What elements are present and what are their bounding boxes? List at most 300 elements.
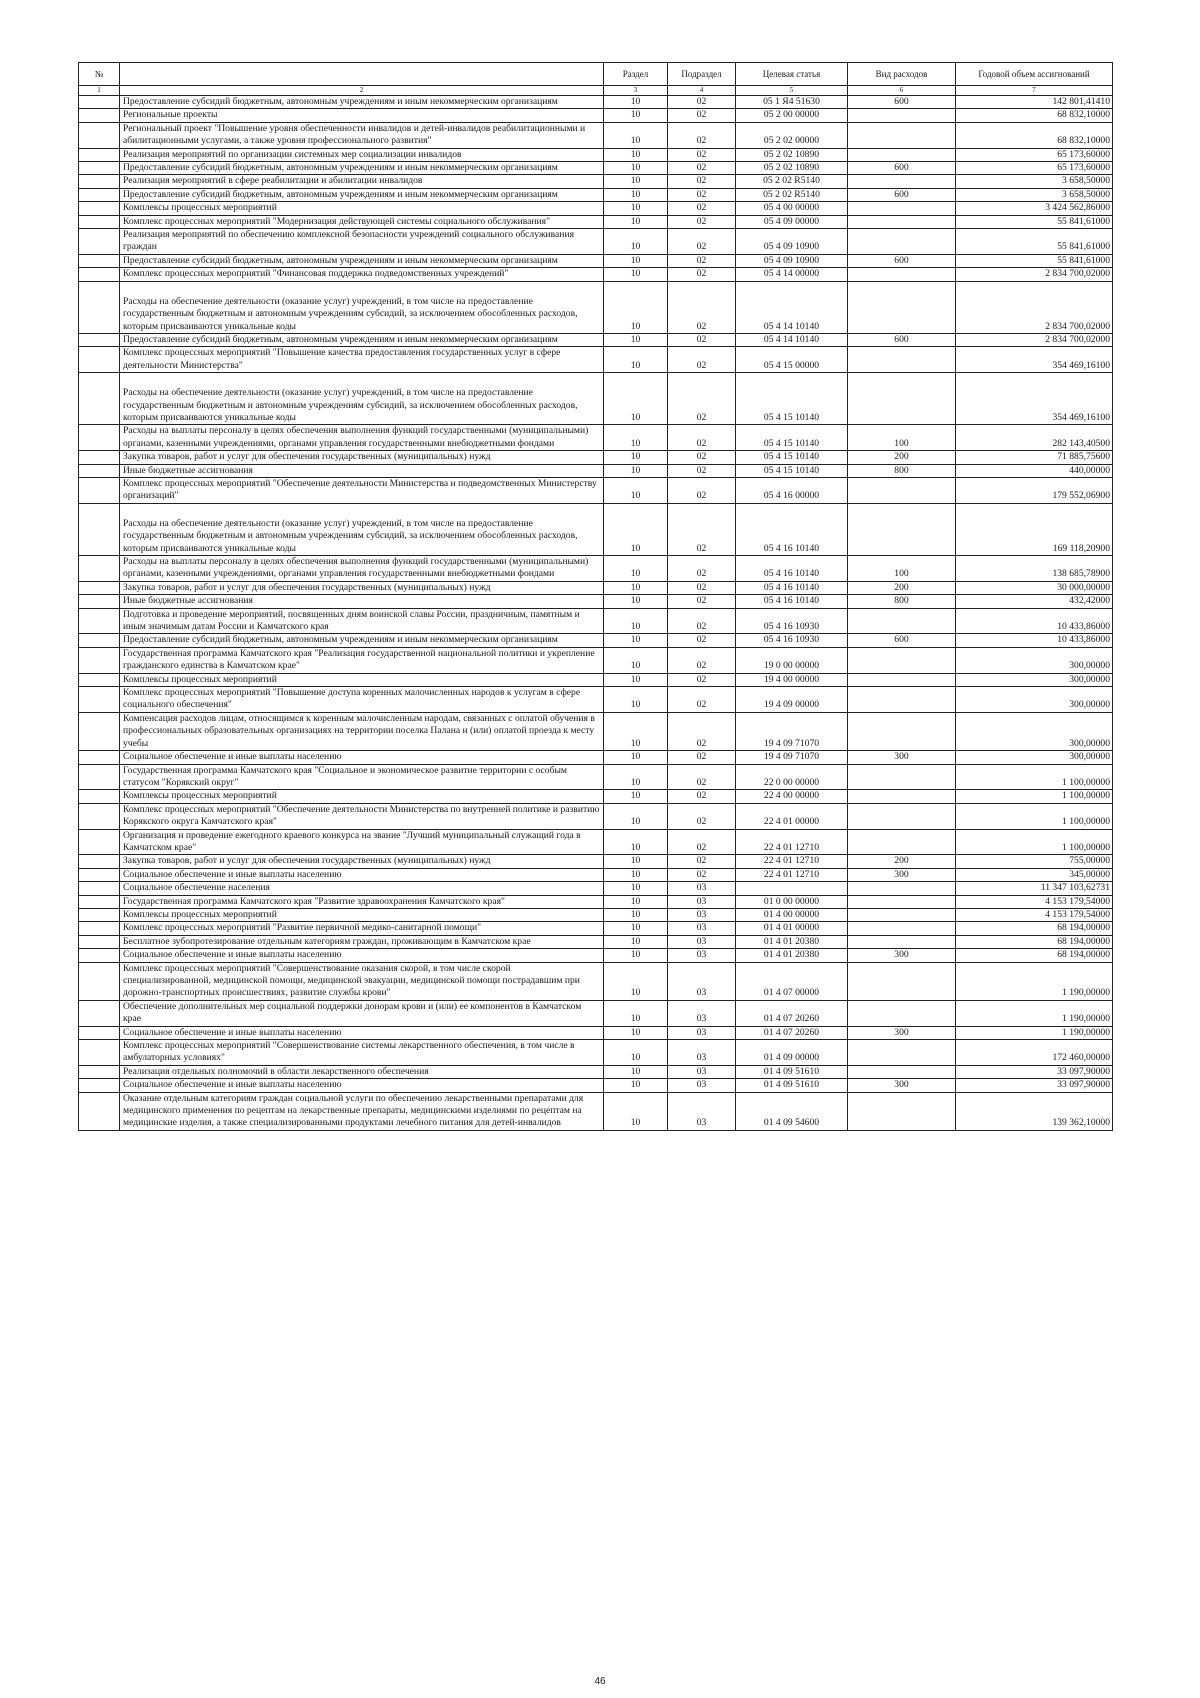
row-num-cell [79, 608, 120, 634]
row-subsection-cell: 03 [668, 1065, 736, 1078]
row-section-cell: 10 [604, 148, 668, 161]
row-subsection-cell: 03 [668, 1079, 736, 1092]
row-section-cell: 10 [604, 882, 668, 895]
row-target-cell: 22 4 01 12710 [736, 868, 848, 881]
table-row [79, 712, 1113, 750]
row-name-cell: Социальное обеспечение и иные выплаты населению [120, 1079, 604, 1092]
table-row [79, 803, 1113, 829]
row-subsection-cell: 03 [668, 949, 736, 962]
row-target-cell: 22 4 01 00000 [736, 803, 848, 829]
table-row [79, 281, 1113, 333]
row-section-cell: 10 [604, 949, 668, 962]
row-section-cell: 10 [604, 687, 668, 713]
row-exp-type-cell: 200 [848, 451, 956, 464]
row-amount-cell: 1 190,00000 [956, 962, 1113, 1000]
table-row [79, 268, 1113, 281]
row-num-cell [79, 751, 120, 764]
row-exp-type-cell [848, 687, 956, 713]
row-subsection-cell: 02 [668, 122, 736, 148]
row-name-cell: Комплекс процессных мероприятий "Совершенствование оказания скорой, в том числе скорой специализированной, медицинской помощи, медицинской эвакуации, медицинской помощи пострадавшим при дорожно-транспортных происшествиях, развитие службы крови" [120, 962, 604, 1000]
row-exp-type-cell [848, 712, 956, 750]
header-num: № [79, 63, 120, 86]
row-name-cell: Комплексы процессных мероприятий [120, 673, 604, 686]
row-section-cell: 10 [604, 503, 668, 555]
row-target-cell: 05 4 14 10140 [736, 333, 848, 346]
row-section-cell: 10 [604, 451, 668, 464]
row-target-cell: 05 2 02 R5140 [736, 175, 848, 188]
row-amount-cell: 179 552,06900 [956, 477, 1113, 503]
row-amount-cell: 142 801,41410 [956, 96, 1113, 109]
row-name-cell: Предоставление субсидий бюджетным, автономным учреждениям и иным некоммерческим организациям [120, 634, 604, 647]
row-num-cell [79, 229, 120, 255]
row-num-cell [79, 803, 120, 829]
row-exp-type-cell: 600 [848, 254, 956, 267]
row-amount-cell: 300,00000 [956, 687, 1113, 713]
row-amount-cell: 65 173,60000 [956, 162, 1113, 175]
row-target-cell: 01 4 07 00000 [736, 962, 848, 1000]
row-exp-type-cell [848, 477, 956, 503]
row-section-cell: 10 [604, 962, 668, 1000]
budget-table-sheet [78, 62, 1112, 1131]
row-name-cell: Комплекс процессных мероприятий "Финансовая поддержка подведомственных учреждений" [120, 268, 604, 281]
row-name-cell: Реализация мероприятий по организации системных мер социализации инвалидов [120, 148, 604, 161]
row-name-cell: Комплексы процессных мероприятий [120, 790, 604, 803]
row-target-cell: 05 4 15 10140 [736, 464, 848, 477]
row-target-cell: 05 4 16 10140 [736, 556, 848, 582]
row-section-cell: 10 [604, 122, 668, 148]
table-row [79, 333, 1113, 346]
row-num-cell [79, 215, 120, 228]
row-name-cell: Расходы на обеспечение деятельности (оказание услуг) учреждений, в том числе на предоставление государственным бюджетным и автономным учреждениям субсидий, за исключением обособленных расходов, которым присваиваются уникальные коды [120, 503, 604, 555]
row-subsection-cell: 02 [668, 503, 736, 555]
row-subsection-cell: 02 [668, 790, 736, 803]
row-subsection-cell: 02 [668, 464, 736, 477]
row-exp-type-cell [848, 202, 956, 215]
table-row [79, 464, 1113, 477]
table-row [79, 647, 1113, 673]
row-num-cell [79, 109, 120, 122]
row-name-cell: Предоставление субсидий бюджетным, автономным учреждениям и иным некоммерческим организациям [120, 96, 604, 109]
table-row [79, 229, 1113, 255]
table-row [79, 373, 1113, 425]
row-subsection-cell: 02 [668, 608, 736, 634]
row-exp-type-cell [848, 922, 956, 935]
row-target-cell: 05 2 02 R5140 [736, 188, 848, 201]
row-name-cell: Расходы на обеспечение деятельности (оказание услуг) учреждений, в том числе на предоставление государственным бюджетным и автономным учреждениям субсидий, за исключением обособленных расходов, которым присваиваются уникальные коды [120, 373, 604, 425]
row-exp-type-cell [848, 347, 956, 373]
row-section-cell: 10 [604, 908, 668, 921]
row-amount-cell: 4 153 179,54000 [956, 908, 1113, 921]
row-amount-cell: 300,00000 [956, 673, 1113, 686]
colnum-5: 5 [736, 86, 848, 96]
row-amount-cell: 30 000,00000 [956, 581, 1113, 594]
row-target-cell: 19 4 09 00000 [736, 687, 848, 713]
row-amount-cell: 55 841,61000 [956, 215, 1113, 228]
row-amount-cell: 10 433,86000 [956, 608, 1113, 634]
row-section-cell: 10 [604, 96, 668, 109]
row-num-cell [79, 281, 120, 333]
row-num-cell [79, 829, 120, 855]
row-num-cell [79, 1079, 120, 1092]
row-section-cell: 10 [604, 751, 668, 764]
row-num-cell [79, 1000, 120, 1026]
row-num-cell [79, 581, 120, 594]
row-name-cell: Подготовка и проведение мероприятий, посвященных дням воинской славы России, праздничным, памятным и иным значимым датам России и Камчатского края [120, 608, 604, 634]
row-subsection-cell: 02 [668, 687, 736, 713]
row-name-cell: Иные бюджетные ассигнования [120, 595, 604, 608]
colnum-7: 7 [956, 86, 1113, 96]
colnum-3: 3 [604, 86, 668, 96]
table-row [79, 895, 1113, 908]
row-exp-type-cell [848, 764, 956, 790]
row-num-cell [79, 188, 120, 201]
row-exp-type-cell [848, 373, 956, 425]
row-section-cell: 10 [604, 1092, 668, 1130]
row-name-cell: Комплекс процессных мероприятий "Модернизация действующей системы социального обслуживания" [120, 215, 604, 228]
row-section-cell: 10 [604, 162, 668, 175]
row-target-cell: 01 4 00 00000 [736, 908, 848, 921]
row-num-cell [79, 373, 120, 425]
row-subsection-cell: 03 [668, 908, 736, 921]
row-target-cell: 01 4 01 20380 [736, 935, 848, 948]
row-target-cell: 19 4 09 71070 [736, 751, 848, 764]
row-subsection-cell: 02 [668, 162, 736, 175]
row-amount-cell: 2 834 700,02000 [956, 281, 1113, 333]
row-section-cell: 10 [604, 634, 668, 647]
row-amount-cell: 354 469,16100 [956, 373, 1113, 425]
row-target-cell: 05 2 00 00000 [736, 109, 848, 122]
row-target-cell: 05 1 Я4 51630 [736, 96, 848, 109]
row-target-cell: 05 4 00 00000 [736, 202, 848, 215]
table-row [79, 634, 1113, 647]
table-row [79, 908, 1113, 921]
row-section-cell: 10 [604, 1065, 668, 1078]
row-target-cell: 19 0 00 00000 [736, 647, 848, 673]
row-name-cell: Расходы на выплаты персоналу в целях обеспечения выполнения функций государственными (муниципальными) органами, казенными учреждениями, органами управления государственными внебюджетными фондами [120, 556, 604, 582]
header-target: Целевая статья [736, 63, 848, 86]
row-subsection-cell: 02 [668, 109, 736, 122]
row-subsection-cell: 03 [668, 922, 736, 935]
row-amount-cell: 354 469,16100 [956, 347, 1113, 373]
row-name-cell: Комплекс процессных мероприятий "Развитие первичной медико-санитарной помощи" [120, 922, 604, 935]
row-name-cell: Комплекс процессных мероприятий "Обеспечение деятельности Министерства и подведомственных Министерству организаций" [120, 477, 604, 503]
table-row [79, 1065, 1113, 1078]
row-section-cell: 10 [604, 268, 668, 281]
row-subsection-cell: 02 [668, 868, 736, 881]
table-row [79, 687, 1113, 713]
row-exp-type-cell: 300 [848, 949, 956, 962]
row-amount-cell: 71 885,75600 [956, 451, 1113, 464]
row-target-cell: 22 4 00 00000 [736, 790, 848, 803]
row-subsection-cell: 03 [668, 882, 736, 895]
row-amount-cell: 68 194,00000 [956, 935, 1113, 948]
row-exp-type-cell [848, 908, 956, 921]
row-subsection-cell: 02 [668, 829, 736, 855]
row-name-cell: Региональные проекты [120, 109, 604, 122]
header-exp-type: Вид расходов [848, 63, 956, 86]
table-row [79, 882, 1113, 895]
row-section-cell: 10 [604, 868, 668, 881]
row-subsection-cell: 03 [668, 895, 736, 908]
row-name-cell: Государственная программа Камчатского края "Развитие здравоохранения Камчатского края" [120, 895, 604, 908]
row-target-cell: 01 4 09 54600 [736, 1092, 848, 1130]
row-section-cell: 10 [604, 333, 668, 346]
row-amount-cell: 172 460,00000 [956, 1040, 1113, 1066]
row-num-cell [79, 1092, 120, 1130]
row-amount-cell: 33 097,90000 [956, 1079, 1113, 1092]
row-exp-type-cell [848, 803, 956, 829]
row-subsection-cell: 03 [668, 1026, 736, 1039]
row-name-cell: Государственная программа Камчатского края "Социальное и экономическое развитие территории с особым статусом "Корякский округ" [120, 764, 604, 790]
row-name-cell: Социальное обеспечение и иные выплаты населению [120, 949, 604, 962]
table-row [79, 935, 1113, 948]
row-subsection-cell: 02 [668, 202, 736, 215]
row-amount-cell: 139 362,10000 [956, 1092, 1113, 1130]
row-target-cell: 05 4 16 10930 [736, 608, 848, 634]
row-name-cell: Закупка товаров, работ и услуг для обеспечения государственных (муниципальных) нужд [120, 451, 604, 464]
row-target-cell: 05 4 14 00000 [736, 268, 848, 281]
row-subsection-cell: 03 [668, 935, 736, 948]
row-target-cell: 19 4 09 71070 [736, 712, 848, 750]
row-exp-type-cell: 100 [848, 425, 956, 451]
colnum-4: 4 [668, 86, 736, 96]
row-amount-cell: 755,00000 [956, 855, 1113, 868]
row-num-cell [79, 464, 120, 477]
row-name-cell: Государственная программа Камчатского края "Реализация государственной национальной политики и укрепление гражданского единства в Камчатском крае" [120, 647, 604, 673]
table-row [79, 764, 1113, 790]
row-num-cell [79, 790, 120, 803]
row-subsection-cell: 03 [668, 962, 736, 1000]
row-num-cell [79, 895, 120, 908]
table-row [79, 122, 1113, 148]
row-target-cell: 05 4 15 10140 [736, 425, 848, 451]
row-target-cell: 01 4 01 00000 [736, 922, 848, 935]
row-section-cell: 10 [604, 922, 668, 935]
table-row [79, 1000, 1113, 1026]
row-subsection-cell: 03 [668, 1040, 736, 1066]
row-target-cell: 22 4 01 12710 [736, 855, 848, 868]
row-num-cell [79, 855, 120, 868]
row-exp-type-cell [848, 962, 956, 1000]
row-amount-cell: 300,00000 [956, 712, 1113, 750]
table-row [79, 855, 1113, 868]
row-section-cell: 10 [604, 202, 668, 215]
row-target-cell: 22 4 01 12710 [736, 829, 848, 855]
row-name-cell: Организация и проведение ежегодного краевого конкурса на звание "Лучший муниципальный служащий года в Камчатском крае" [120, 829, 604, 855]
row-subsection-cell: 02 [668, 581, 736, 594]
row-name-cell: Предоставление субсидий бюджетным, автономным учреждениям и иным некоммерческим организациям [120, 162, 604, 175]
row-exp-type-cell [848, 175, 956, 188]
row-amount-cell: 3 424 562,86000 [956, 202, 1113, 215]
row-subsection-cell: 02 [668, 595, 736, 608]
row-section-cell: 10 [604, 1040, 668, 1066]
row-exp-type-cell [848, 673, 956, 686]
row-target-cell: 05 4 16 10140 [736, 581, 848, 594]
row-name-cell: Реализация отдельных полномочий в области лекарственного обеспечения [120, 1065, 604, 1078]
row-num-cell [79, 347, 120, 373]
row-section-cell: 10 [604, 464, 668, 477]
row-target-cell: 01 4 07 20260 [736, 1000, 848, 1026]
row-amount-cell: 10 433,86000 [956, 634, 1113, 647]
row-exp-type-cell: 600 [848, 96, 956, 109]
row-amount-cell: 68 194,00000 [956, 949, 1113, 962]
row-exp-type-cell: 200 [848, 581, 956, 594]
row-num-cell [79, 922, 120, 935]
table-row [79, 595, 1113, 608]
row-amount-cell: 4 153 179,54000 [956, 895, 1113, 908]
row-subsection-cell: 02 [668, 634, 736, 647]
row-name-cell: Комплекс процессных мероприятий "Повышение качества предоставления государственных услуг в сфере деятельности Министерства" [120, 347, 604, 373]
row-name-cell: Обеспечение дополнительных мер социальной поддержки донорам крови и (или) ее компонентов в Камчатском крае [120, 1000, 604, 1026]
row-subsection-cell: 02 [668, 451, 736, 464]
table-row [79, 790, 1113, 803]
row-name-cell: Социальное обеспечение и иные выплаты населению [120, 1026, 604, 1039]
table-row [79, 922, 1113, 935]
row-amount-cell: 68 832,10000 [956, 122, 1113, 148]
row-section-cell: 10 [604, 803, 668, 829]
row-name-cell: Предоставление субсидий бюджетным, автономным учреждениям и иным некоммерческим организациям [120, 333, 604, 346]
row-exp-type-cell [848, 935, 956, 948]
row-target-cell: 01 4 07 20260 [736, 1026, 848, 1039]
table-row [79, 175, 1113, 188]
row-exp-type-cell: 100 [848, 556, 956, 582]
row-exp-type-cell [848, 281, 956, 333]
row-num-cell [79, 477, 120, 503]
table-row [79, 215, 1113, 228]
row-name-cell: Компенсация расходов лицам, относящимся к коренным малочисленным народам, связанных с оплатой обучения в профессиональных образовательных организациях на территории поселка Палана и (или) оплатой проезда к месту учебы [120, 712, 604, 750]
row-num-cell [79, 908, 120, 921]
row-exp-type-cell [848, 1065, 956, 1078]
colnum-6: 6 [848, 86, 956, 96]
row-section-cell: 10 [604, 175, 668, 188]
row-target-cell: 05 4 16 00000 [736, 477, 848, 503]
row-section-cell: 10 [604, 109, 668, 122]
table-row [79, 1040, 1113, 1066]
row-exp-type-cell [848, 1092, 956, 1130]
row-name-cell: Бесплатное зубопротезирование отдельным категориям граждан, проживающим в Камчатском крае [120, 935, 604, 948]
header-section: Раздел [604, 63, 668, 86]
row-target-cell: 05 4 09 10900 [736, 254, 848, 267]
row-subsection-cell: 02 [668, 425, 736, 451]
row-section-cell: 10 [604, 608, 668, 634]
table-row [79, 148, 1113, 161]
row-subsection-cell: 02 [668, 96, 736, 109]
row-name-cell: Комплекс процессных мероприятий "Обеспечение деятельности Министерства по внутренней политике и развитию Корякского округа Камчатского края" [120, 803, 604, 829]
row-subsection-cell: 02 [668, 254, 736, 267]
row-amount-cell: 3 658,50000 [956, 175, 1113, 188]
table-row [79, 1092, 1113, 1130]
row-amount-cell: 1 190,00000 [956, 1026, 1113, 1039]
row-subsection-cell: 02 [668, 855, 736, 868]
row-name-cell: Реализация мероприятий по обеспечению комплексной безопасности учреждений социального обслуживания граждан [120, 229, 604, 255]
row-amount-cell: 33 097,90000 [956, 1065, 1113, 1078]
row-num-cell [79, 634, 120, 647]
row-target-cell: 05 4 16 10930 [736, 634, 848, 647]
table-row [79, 949, 1113, 962]
row-name-cell: Региональный проект "Повышение уровня обеспеченности инвалидов и детей-инвалидов реабилитационными и абилитационными услугами, а также уровня профессионального развития" [120, 122, 604, 148]
table-row [79, 109, 1113, 122]
row-target-cell: 05 2 02 10890 [736, 162, 848, 175]
row-subsection-cell: 02 [668, 333, 736, 346]
row-exp-type-cell [848, 268, 956, 281]
row-exp-type-cell [848, 1000, 956, 1026]
row-subsection-cell: 02 [668, 673, 736, 686]
row-name-cell: Закупка товаров, работ и услуг для обеспечения государственных (муниципальных) нужд [120, 855, 604, 868]
table-row [79, 188, 1113, 201]
row-amount-cell: 1 100,00000 [956, 829, 1113, 855]
row-section-cell: 10 [604, 895, 668, 908]
row-exp-type-cell: 300 [848, 1026, 956, 1039]
row-amount-cell: 68 832,10000 [956, 109, 1113, 122]
page-number: 46 [594, 1676, 606, 1687]
row-target-cell: 05 4 14 10140 [736, 281, 848, 333]
row-target-cell: 19 4 00 00000 [736, 673, 848, 686]
row-amount-cell: 138 685,78900 [956, 556, 1113, 582]
row-section-cell: 10 [604, 477, 668, 503]
header-amount: Годовой объем ассигнований [956, 63, 1113, 86]
row-amount-cell: 1 100,00000 [956, 764, 1113, 790]
table-row [79, 162, 1113, 175]
row-target-cell: 05 4 09 10900 [736, 229, 848, 255]
row-amount-cell: 440,00000 [956, 464, 1113, 477]
row-section-cell: 10 [604, 1026, 668, 1039]
row-amount-cell: 282 143,40500 [956, 425, 1113, 451]
row-num-cell [79, 425, 120, 451]
row-subsection-cell: 02 [668, 229, 736, 255]
row-exp-type-cell [848, 647, 956, 673]
row-target-cell: 05 4 15 00000 [736, 347, 848, 373]
table-row [79, 962, 1113, 1000]
row-name-cell: Закупка товаров, работ и услуг для обеспечения государственных (муниципальных) нужд [120, 581, 604, 594]
row-exp-type-cell [848, 503, 956, 555]
row-name-cell: Расходы на выплаты персоналу в целях обеспечения выполнения функций государственными (муниципальными) органами, казенными учреждениями, органами управления государственными внебюджетными фондами [120, 425, 604, 451]
row-subsection-cell: 03 [668, 1000, 736, 1026]
table-row [79, 556, 1113, 582]
row-num-cell [79, 451, 120, 464]
table-row [79, 347, 1113, 373]
header-name [120, 63, 604, 86]
table-row [79, 1079, 1113, 1092]
table-row [79, 425, 1113, 451]
row-target-cell: 05 4 16 10140 [736, 503, 848, 555]
header-subsection: Подраздел [668, 63, 736, 86]
row-exp-type-cell [848, 790, 956, 803]
row-amount-cell: 55 841,61000 [956, 254, 1113, 267]
row-num-cell [79, 1040, 120, 1066]
table-row [79, 751, 1113, 764]
row-exp-type-cell [848, 109, 956, 122]
row-section-cell: 10 [604, 425, 668, 451]
row-target-cell: 05 2 02 10890 [736, 148, 848, 161]
row-amount-cell: 169 118,20900 [956, 503, 1113, 555]
row-exp-type-cell: 300 [848, 868, 956, 881]
row-num-cell [79, 202, 120, 215]
row-subsection-cell: 02 [668, 373, 736, 425]
row-section-cell: 10 [604, 790, 668, 803]
row-target-cell: 05 4 15 10140 [736, 373, 848, 425]
row-num-cell [79, 949, 120, 962]
table-row [79, 477, 1113, 503]
row-subsection-cell: 02 [668, 764, 736, 790]
row-num-cell [79, 712, 120, 750]
row-section-cell: 10 [604, 1000, 668, 1026]
row-name-cell: Предоставление субсидий бюджетным, автономным учреждениям и иным некоммерческим организациям [120, 188, 604, 201]
row-subsection-cell: 03 [668, 1092, 736, 1130]
row-subsection-cell: 02 [668, 647, 736, 673]
row-amount-cell: 1 190,00000 [956, 1000, 1113, 1026]
table-row [79, 1026, 1113, 1039]
row-subsection-cell: 02 [668, 175, 736, 188]
